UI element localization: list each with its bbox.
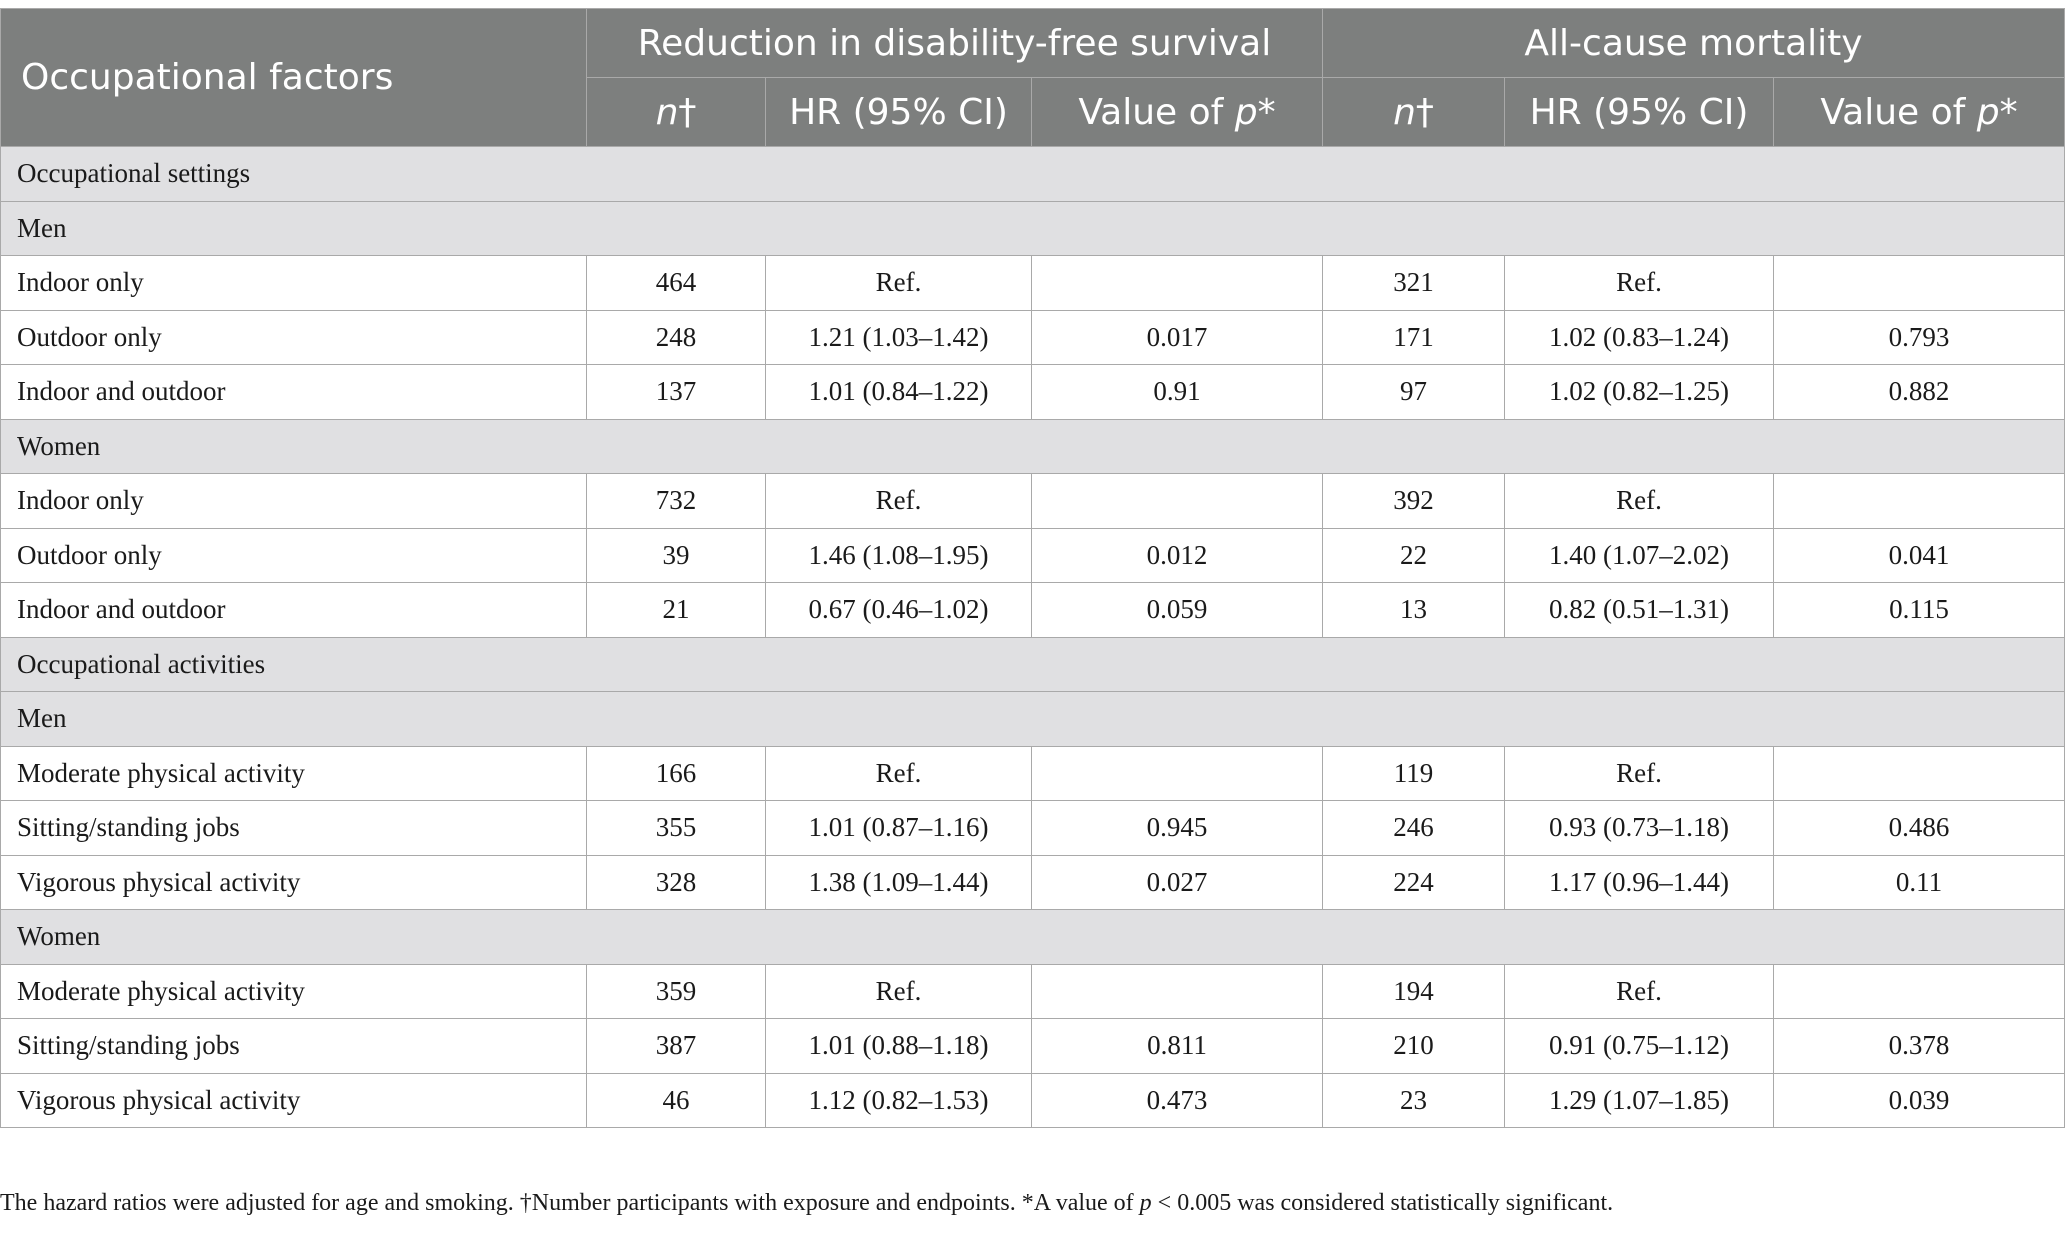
cell-hr-disability: Ref. bbox=[766, 746, 1032, 801]
cell-hr-mortality: 1.17 (0.96–1.44) bbox=[1505, 855, 1774, 910]
cell-n-mortality: 392 bbox=[1323, 474, 1505, 529]
table-header bbox=[1, 9, 2065, 147]
row-label: Vigorous physical activity bbox=[1, 855, 587, 910]
subgroup-row bbox=[1, 910, 2065, 965]
row-label: Indoor only bbox=[1, 474, 587, 529]
cell-n-disability: 355 bbox=[587, 801, 766, 856]
cell-n-disability: 732 bbox=[587, 474, 766, 529]
cell-p-mortality: 0.11 bbox=[1774, 855, 2065, 910]
cell-hr-mortality: 1.40 (1.07–2.02) bbox=[1505, 528, 1774, 583]
row-label: Moderate physical activity bbox=[1, 746, 587, 801]
table-footnote: The hazard ratios were adjusted for age and smoking. †Number participants with exposure and endpoints. *A value of p < 0.005 was considered statistically significant. bbox=[0, 1190, 1614, 1216]
section-row-label: Occupational activities bbox=[1, 637, 2065, 692]
row-label: Moderate physical activity bbox=[1, 964, 587, 1019]
cell-p-disability: 0.059 bbox=[1032, 583, 1323, 638]
row-label: Indoor and outdoor bbox=[1, 365, 587, 420]
cell-n-disability: 248 bbox=[587, 310, 766, 365]
cell-hr-mortality: Ref. bbox=[1505, 474, 1774, 529]
cell-p-disability: 0.945 bbox=[1032, 801, 1323, 856]
table-row bbox=[1, 256, 2065, 311]
cell-p-mortality: 0.882 bbox=[1774, 365, 2065, 420]
header-n-2: n† bbox=[1323, 78, 1505, 147]
cell-hr-disability: 1.01 (0.88–1.18) bbox=[766, 1019, 1032, 1074]
cell-p-mortality: 0.039 bbox=[1774, 1073, 2065, 1128]
cell-p-disability: 0.027 bbox=[1032, 855, 1323, 910]
row-label: Indoor only bbox=[1, 256, 587, 311]
cell-n-mortality: 22 bbox=[1323, 528, 1505, 583]
subgroup-row bbox=[1, 692, 2065, 747]
cell-n-mortality: 194 bbox=[1323, 964, 1505, 1019]
cell-n-disability: 39 bbox=[587, 528, 766, 583]
cell-n-disability: 359 bbox=[587, 964, 766, 1019]
cell-p-disability: 0.012 bbox=[1032, 528, 1323, 583]
header-hr-2: HR (95% CI) bbox=[1505, 78, 1774, 147]
table-row bbox=[1, 474, 2065, 529]
row-label: Vigorous physical activity bbox=[1, 1073, 587, 1128]
cell-p-mortality: 0.115 bbox=[1774, 583, 2065, 638]
cell-n-mortality: 97 bbox=[1323, 365, 1505, 420]
header-all-cause-mortality: All-cause mortality bbox=[1323, 9, 2065, 78]
cell-p-disability bbox=[1032, 746, 1323, 801]
cell-p-disability bbox=[1032, 474, 1323, 529]
cell-n-mortality: 23 bbox=[1323, 1073, 1505, 1128]
table-row bbox=[1, 855, 2065, 910]
section-row bbox=[1, 637, 2065, 692]
header-hr-1: HR (95% CI) bbox=[766, 78, 1032, 147]
cell-hr-mortality: Ref. bbox=[1505, 964, 1774, 1019]
row-label: Indoor and outdoor bbox=[1, 583, 587, 638]
table-row bbox=[1, 528, 2065, 583]
cell-n-disability: 464 bbox=[587, 256, 766, 311]
cell-hr-mortality: 1.02 (0.82–1.25) bbox=[1505, 365, 1774, 420]
cell-hr-disability: 1.38 (1.09–1.44) bbox=[766, 855, 1032, 910]
cell-hr-disability: 1.21 (1.03–1.42) bbox=[766, 310, 1032, 365]
cell-n-disability: 387 bbox=[587, 1019, 766, 1074]
cell-n-mortality: 321 bbox=[1323, 256, 1505, 311]
cell-hr-disability: 1.01 (0.84–1.22) bbox=[766, 365, 1032, 420]
cell-hr-mortality: 0.82 (0.51–1.31) bbox=[1505, 583, 1774, 638]
subgroup-row-label: Men bbox=[1, 201, 2065, 256]
table-row bbox=[1, 583, 2065, 638]
row-label: Sitting/standing jobs bbox=[1, 801, 587, 856]
cell-hr-disability: Ref. bbox=[766, 474, 1032, 529]
section-row bbox=[1, 147, 2065, 202]
cell-p-disability bbox=[1032, 256, 1323, 311]
cell-hr-mortality: 1.02 (0.83–1.24) bbox=[1505, 310, 1774, 365]
header-p-2: Value of p* bbox=[1774, 78, 2065, 147]
cell-n-disability: 46 bbox=[587, 1073, 766, 1128]
cell-p-disability bbox=[1032, 964, 1323, 1019]
cell-hr-disability: Ref. bbox=[766, 256, 1032, 311]
cell-p-disability: 0.017 bbox=[1032, 310, 1323, 365]
cell-hr-mortality: 0.91 (0.75–1.12) bbox=[1505, 1019, 1774, 1074]
cell-n-disability: 137 bbox=[587, 365, 766, 420]
cell-n-mortality: 224 bbox=[1323, 855, 1505, 910]
cell-hr-disability: 1.46 (1.08–1.95) bbox=[766, 528, 1032, 583]
cell-n-mortality: 171 bbox=[1323, 310, 1505, 365]
table-row bbox=[1, 365, 2065, 420]
subgroup-row bbox=[1, 419, 2065, 474]
cell-hr-disability: Ref. bbox=[766, 964, 1032, 1019]
cell-n-disability: 21 bbox=[587, 583, 766, 638]
results-table-container bbox=[0, 8, 2064, 1128]
header-p-1: Value of p* bbox=[1032, 78, 1323, 147]
cell-n-mortality: 119 bbox=[1323, 746, 1505, 801]
cell-hr-disability: 1.12 (0.82–1.53) bbox=[766, 1073, 1032, 1128]
table-row bbox=[1, 746, 2065, 801]
subgroup-row-label: Women bbox=[1, 419, 2065, 474]
cell-n-mortality: 13 bbox=[1323, 583, 1505, 638]
header-disability-free-survival: Reduction in disability-free survival bbox=[587, 9, 1323, 78]
table-row bbox=[1, 1073, 2065, 1128]
cell-p-mortality: 0.378 bbox=[1774, 1019, 2065, 1074]
cell-hr-disability: 0.67 (0.46–1.02) bbox=[766, 583, 1032, 638]
cell-n-disability: 166 bbox=[587, 746, 766, 801]
cell-p-mortality bbox=[1774, 964, 2065, 1019]
cell-p-disability: 0.473 bbox=[1032, 1073, 1323, 1128]
cell-n-mortality: 210 bbox=[1323, 1019, 1505, 1074]
results-table bbox=[0, 8, 2065, 1128]
cell-hr-mortality: 0.93 (0.73–1.18) bbox=[1505, 801, 1774, 856]
subgroup-row-label: Men bbox=[1, 692, 2065, 747]
subgroup-row-label: Women bbox=[1, 910, 2065, 965]
cell-p-mortality bbox=[1774, 474, 2065, 529]
cell-p-mortality: 0.793 bbox=[1774, 310, 2065, 365]
cell-hr-mortality: 1.29 (1.07–1.85) bbox=[1505, 1073, 1774, 1128]
table-row bbox=[1, 801, 2065, 856]
row-label: Outdoor only bbox=[1, 528, 587, 583]
cell-p-disability: 0.811 bbox=[1032, 1019, 1323, 1074]
cell-p-mortality bbox=[1774, 746, 2065, 801]
table-row bbox=[1, 964, 2065, 1019]
cell-hr-mortality: Ref. bbox=[1505, 256, 1774, 311]
cell-p-mortality: 0.486 bbox=[1774, 801, 2065, 856]
row-label: Sitting/standing jobs bbox=[1, 1019, 587, 1074]
header-n-1: n† bbox=[587, 78, 766, 147]
table-row bbox=[1, 310, 2065, 365]
table-body bbox=[1, 147, 2065, 1128]
header-occupational-factors: Occupational factors bbox=[1, 9, 587, 147]
table-row bbox=[1, 1019, 2065, 1074]
cell-hr-mortality: Ref. bbox=[1505, 746, 1774, 801]
section-row-label: Occupational settings bbox=[1, 147, 2065, 202]
cell-n-disability: 328 bbox=[587, 855, 766, 910]
row-label: Outdoor only bbox=[1, 310, 587, 365]
cell-n-mortality: 246 bbox=[1323, 801, 1505, 856]
cell-hr-disability: 1.01 (0.87–1.16) bbox=[766, 801, 1032, 856]
subgroup-row bbox=[1, 201, 2065, 256]
cell-p-mortality bbox=[1774, 256, 2065, 311]
cell-p-disability: 0.91 bbox=[1032, 365, 1323, 420]
cell-p-mortality: 0.041 bbox=[1774, 528, 2065, 583]
